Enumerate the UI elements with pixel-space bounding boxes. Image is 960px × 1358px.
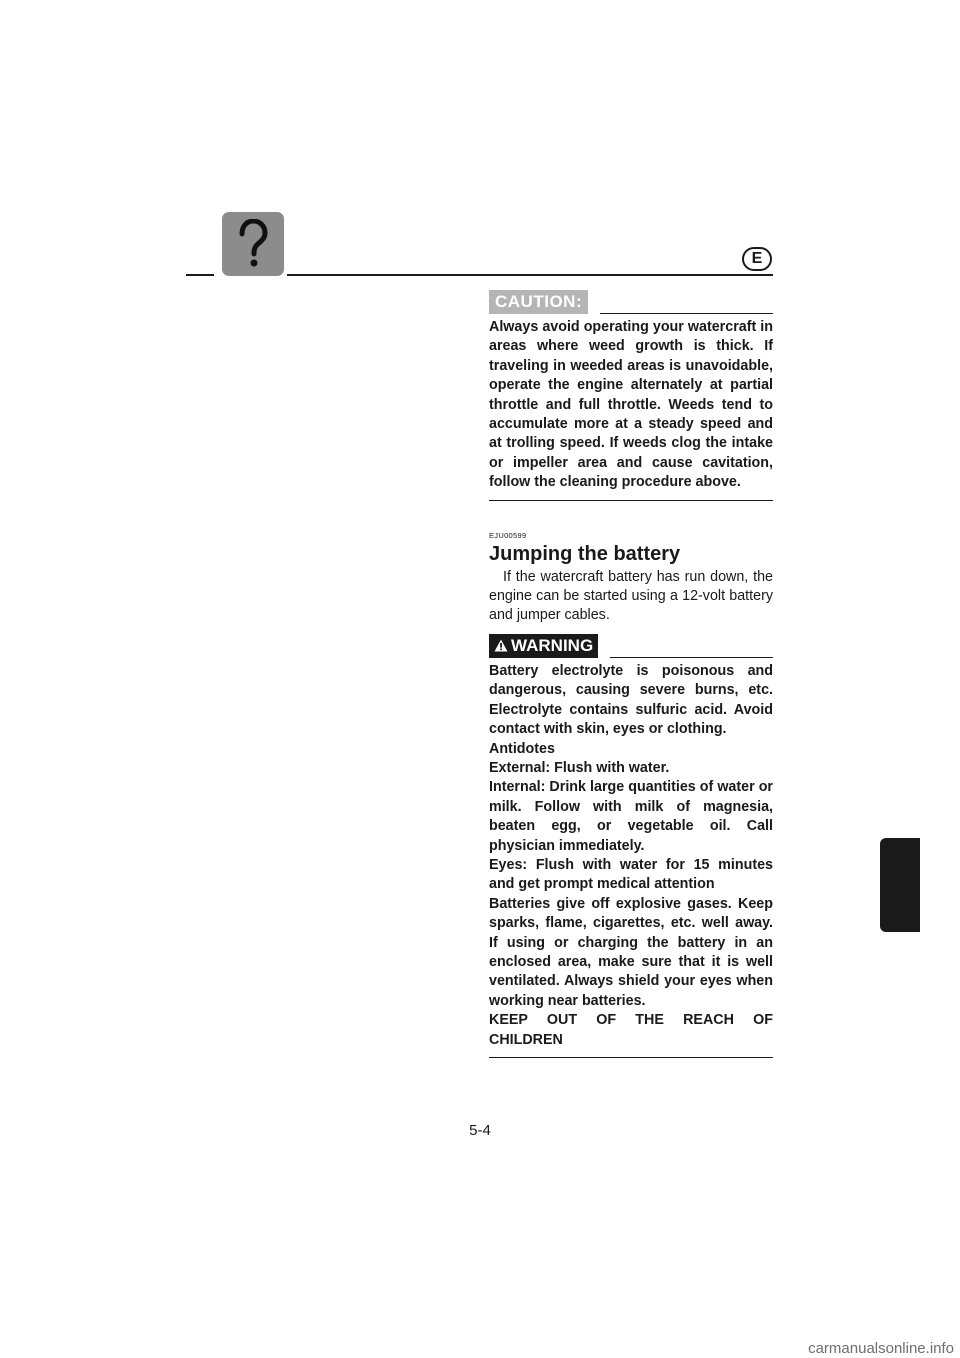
- caution-label: CAUTION:: [489, 290, 588, 314]
- warning-end-rule: [489, 1057, 773, 1058]
- warning-rule: [610, 657, 773, 658]
- warning-block: [489, 632, 773, 1058]
- caution-text: Always avoid operating your watercraft in areas where weed growth is thick. If traveling in weeded areas is unavoidable, operate the engine alternately at partial throttle and full throttle. Weeds tend to accumulate more at a steady speed and at trolling speed. If weeds clog the intake or impeller area and cause cavitation, follow the cleaning procedure above.: [489, 319, 773, 491]
- caution-rule: [600, 313, 773, 314]
- section-intro: If the watercraft battery has run down, the engine can be started using a 12-volt battery and jumper cables.: [489, 568, 773, 624]
- watermark: carmanualsonline.info: [808, 1340, 954, 1357]
- caution-end-rule: [489, 500, 773, 501]
- warning-paragraph: Batteries give off explosive gases. Keep sparks, flame, cigarettes, etc. well away. If using or charging the battery in an enclosed area, make sure that it is well ventilated. Always shield your eyes when working near batteries.: [489, 895, 773, 1009]
- warning-triangle-icon: [494, 639, 508, 652]
- chapter-tab: [880, 838, 920, 932]
- caution-block: [489, 288, 773, 501]
- section-title: Jumping the battery: [489, 542, 681, 565]
- warning-paragraph: Eyes: Flush with water for 15 minutes and get prompt medical attention: [489, 856, 773, 893]
- warning-label: [489, 634, 598, 658]
- section-code: EJU00599: [489, 530, 527, 540]
- header-rule-left: [186, 274, 214, 276]
- warning-paragraph: Antidotes: [489, 740, 555, 757]
- warning-paragraph: KEEP OUT OF THE REACH OF CHILDREN: [489, 1012, 773, 1048]
- warning-paragraph: Battery electrolyte is poisonous and dangerous, causing severe burns, etc. Electrolyte contains sulfuric acid. Avoid contact with skin, eyes or clothing.: [489, 662, 773, 738]
- question-mark-icon: [222, 212, 284, 276]
- header-rule-right: [287, 274, 773, 276]
- warning-label-text: WARNING: [511, 635, 594, 655]
- language-badge: E: [742, 247, 772, 271]
- warning-paragraph: External: Flush with water.: [489, 759, 670, 776]
- warning-paragraph: Internal: Drink large quantities of water or milk. Follow with milk of magnesia, beaten egg, or vegetable oil. Call physician immediately.: [489, 779, 773, 854]
- main-column: [489, 288, 773, 1058]
- page-number: 5-4: [469, 1122, 491, 1139]
